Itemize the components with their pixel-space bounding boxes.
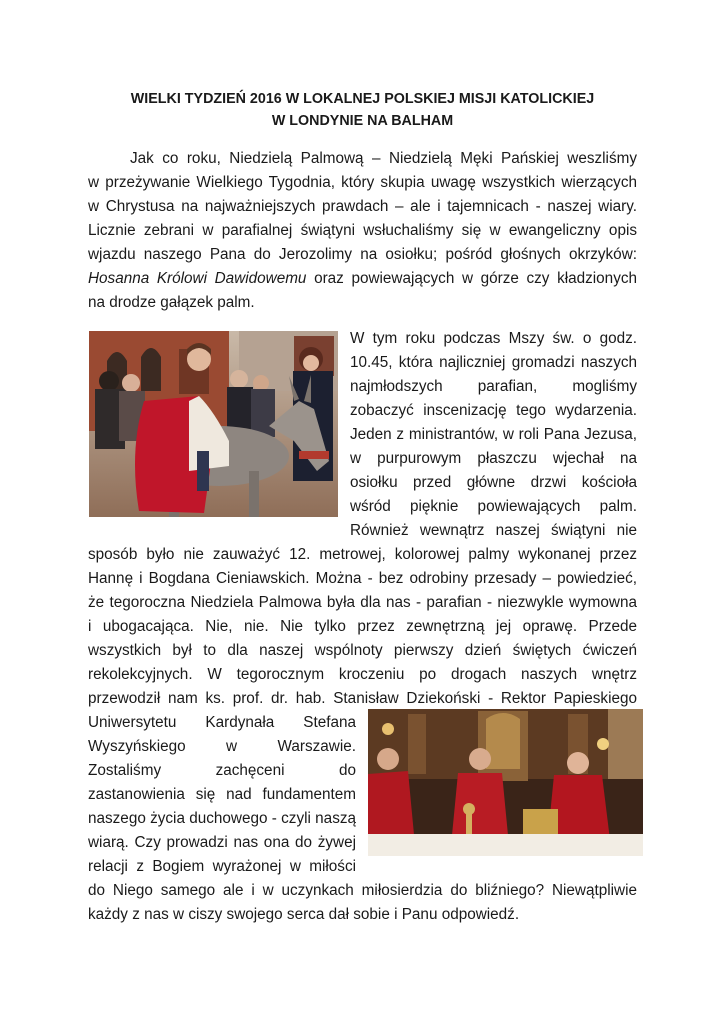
text-line: Zostaliśmy zachęceni do	[88, 762, 356, 779]
text-line: w purpurowym płaszczu wjechał na	[350, 450, 637, 467]
text-line: przewodził nam ks. prof. dr. hab. Stanisław Dziekoński - Rektor Papieskiego	[88, 690, 637, 707]
text-line: na drodze gałązek palm.	[88, 294, 255, 311]
page-title	[88, 88, 637, 132]
italic-phrase: Hosanna Królowi Dawidowemu	[88, 270, 307, 287]
text-line: Jeden z ministrantów, w roli Pana Jezusa,	[350, 426, 637, 443]
text-line: Jak co roku, Niedzielą Palmową – Niedzielą Męki Pańskiej weszliśmy	[130, 150, 637, 167]
text-line: W tym roku podczas Mszy św. o godz.	[350, 330, 637, 347]
text-line: Wyszyńskiego w Warszawie.	[88, 738, 356, 755]
photo-priests-altar	[368, 709, 643, 856]
text-line: rekolekcyjnych. W tegorocznym kroczeniu po drogach naszych wnętrz	[88, 666, 637, 683]
title-line-1: WIELKI TYDZIEŃ 2016 W LOKALNEJ POLSKIEJ MISJI KATOLICKIEJ	[130, 91, 595, 107]
text-line: w przeżywanie Wielkiego Tygodnia, który skupia uwagę wszystkich wierzących	[88, 174, 637, 191]
text-line: w Chrystusa na najważniejszych prawdach – ale i tajemnicach - naszej wiary.	[88, 198, 637, 215]
text-line: wśród pięknie powiewających palm.	[350, 498, 637, 515]
text-line: Licznie zebrani w parafialnej świątyni wsłuchaliśmy się w ewangeliczny opis	[88, 222, 637, 239]
text-line: Hannę i Bogdana Cieniawskich. Można - bez odrobiny przesady – powiedzieć,	[88, 570, 637, 587]
text-line: najmłodszych parafian, mogliśmy	[350, 378, 637, 395]
text-line: sposób było nie zauważyć 12. metrowej, kolorowej palmy wykonanej przez	[88, 546, 637, 563]
text-line-mixed	[88, 267, 637, 291]
text-line: wiarą. Czy prowadzi nas ona do żywej	[88, 834, 356, 851]
text-line: zastanowienia się nad fundamentem	[88, 786, 356, 803]
text-line: Również wewnątrz naszej świątyni nie	[350, 522, 637, 539]
text-line: naszego życia duchowego - czyli naszą	[88, 810, 356, 827]
text-line: zobaczyć inscenizację tego wydarzenia.	[350, 402, 637, 419]
text-line: wszystkich był to dla naszej wspólnoty pierwszy dzień świętych ćwiczeń	[88, 642, 637, 659]
text-span: oraz powiewających w górze czy kładzionych	[314, 270, 637, 287]
photo-palm-sunday-procession	[89, 331, 338, 517]
text-line: osiołku przed główne drzwi kościoła	[350, 474, 637, 491]
text-line: Uniwersytetu Kardynała Stefana	[88, 714, 356, 731]
text-line: do Niego samego ale i w uczynkach miłosierdzia do bliźniego? Niewątpliwie	[88, 882, 637, 899]
text-line: że tegoroczna Niedziela Palmowa była dla nas - parafian - niezwykle wymowna	[88, 594, 637, 611]
title-line-2: W LONDYNIE NA BALHAM	[271, 113, 454, 129]
text-line: każdy z nas w ciszy swojego serca dał sobie i Panu odpowiedź.	[88, 906, 520, 923]
text-line: relacji z Bogiem wyrażonej w miłości	[88, 858, 356, 875]
text-line: wjazdu naszego Pana do Jerozolimy na osiołku; pośród głośnych okrzyków:	[88, 246, 637, 263]
text-line: i ubogacająca. Nie, nie. Nie tylko przez zewnętrzną jej oprawę. Przede	[88, 618, 637, 635]
text-line: 10.45, która najliczniej gromadzi naszych	[350, 354, 637, 371]
